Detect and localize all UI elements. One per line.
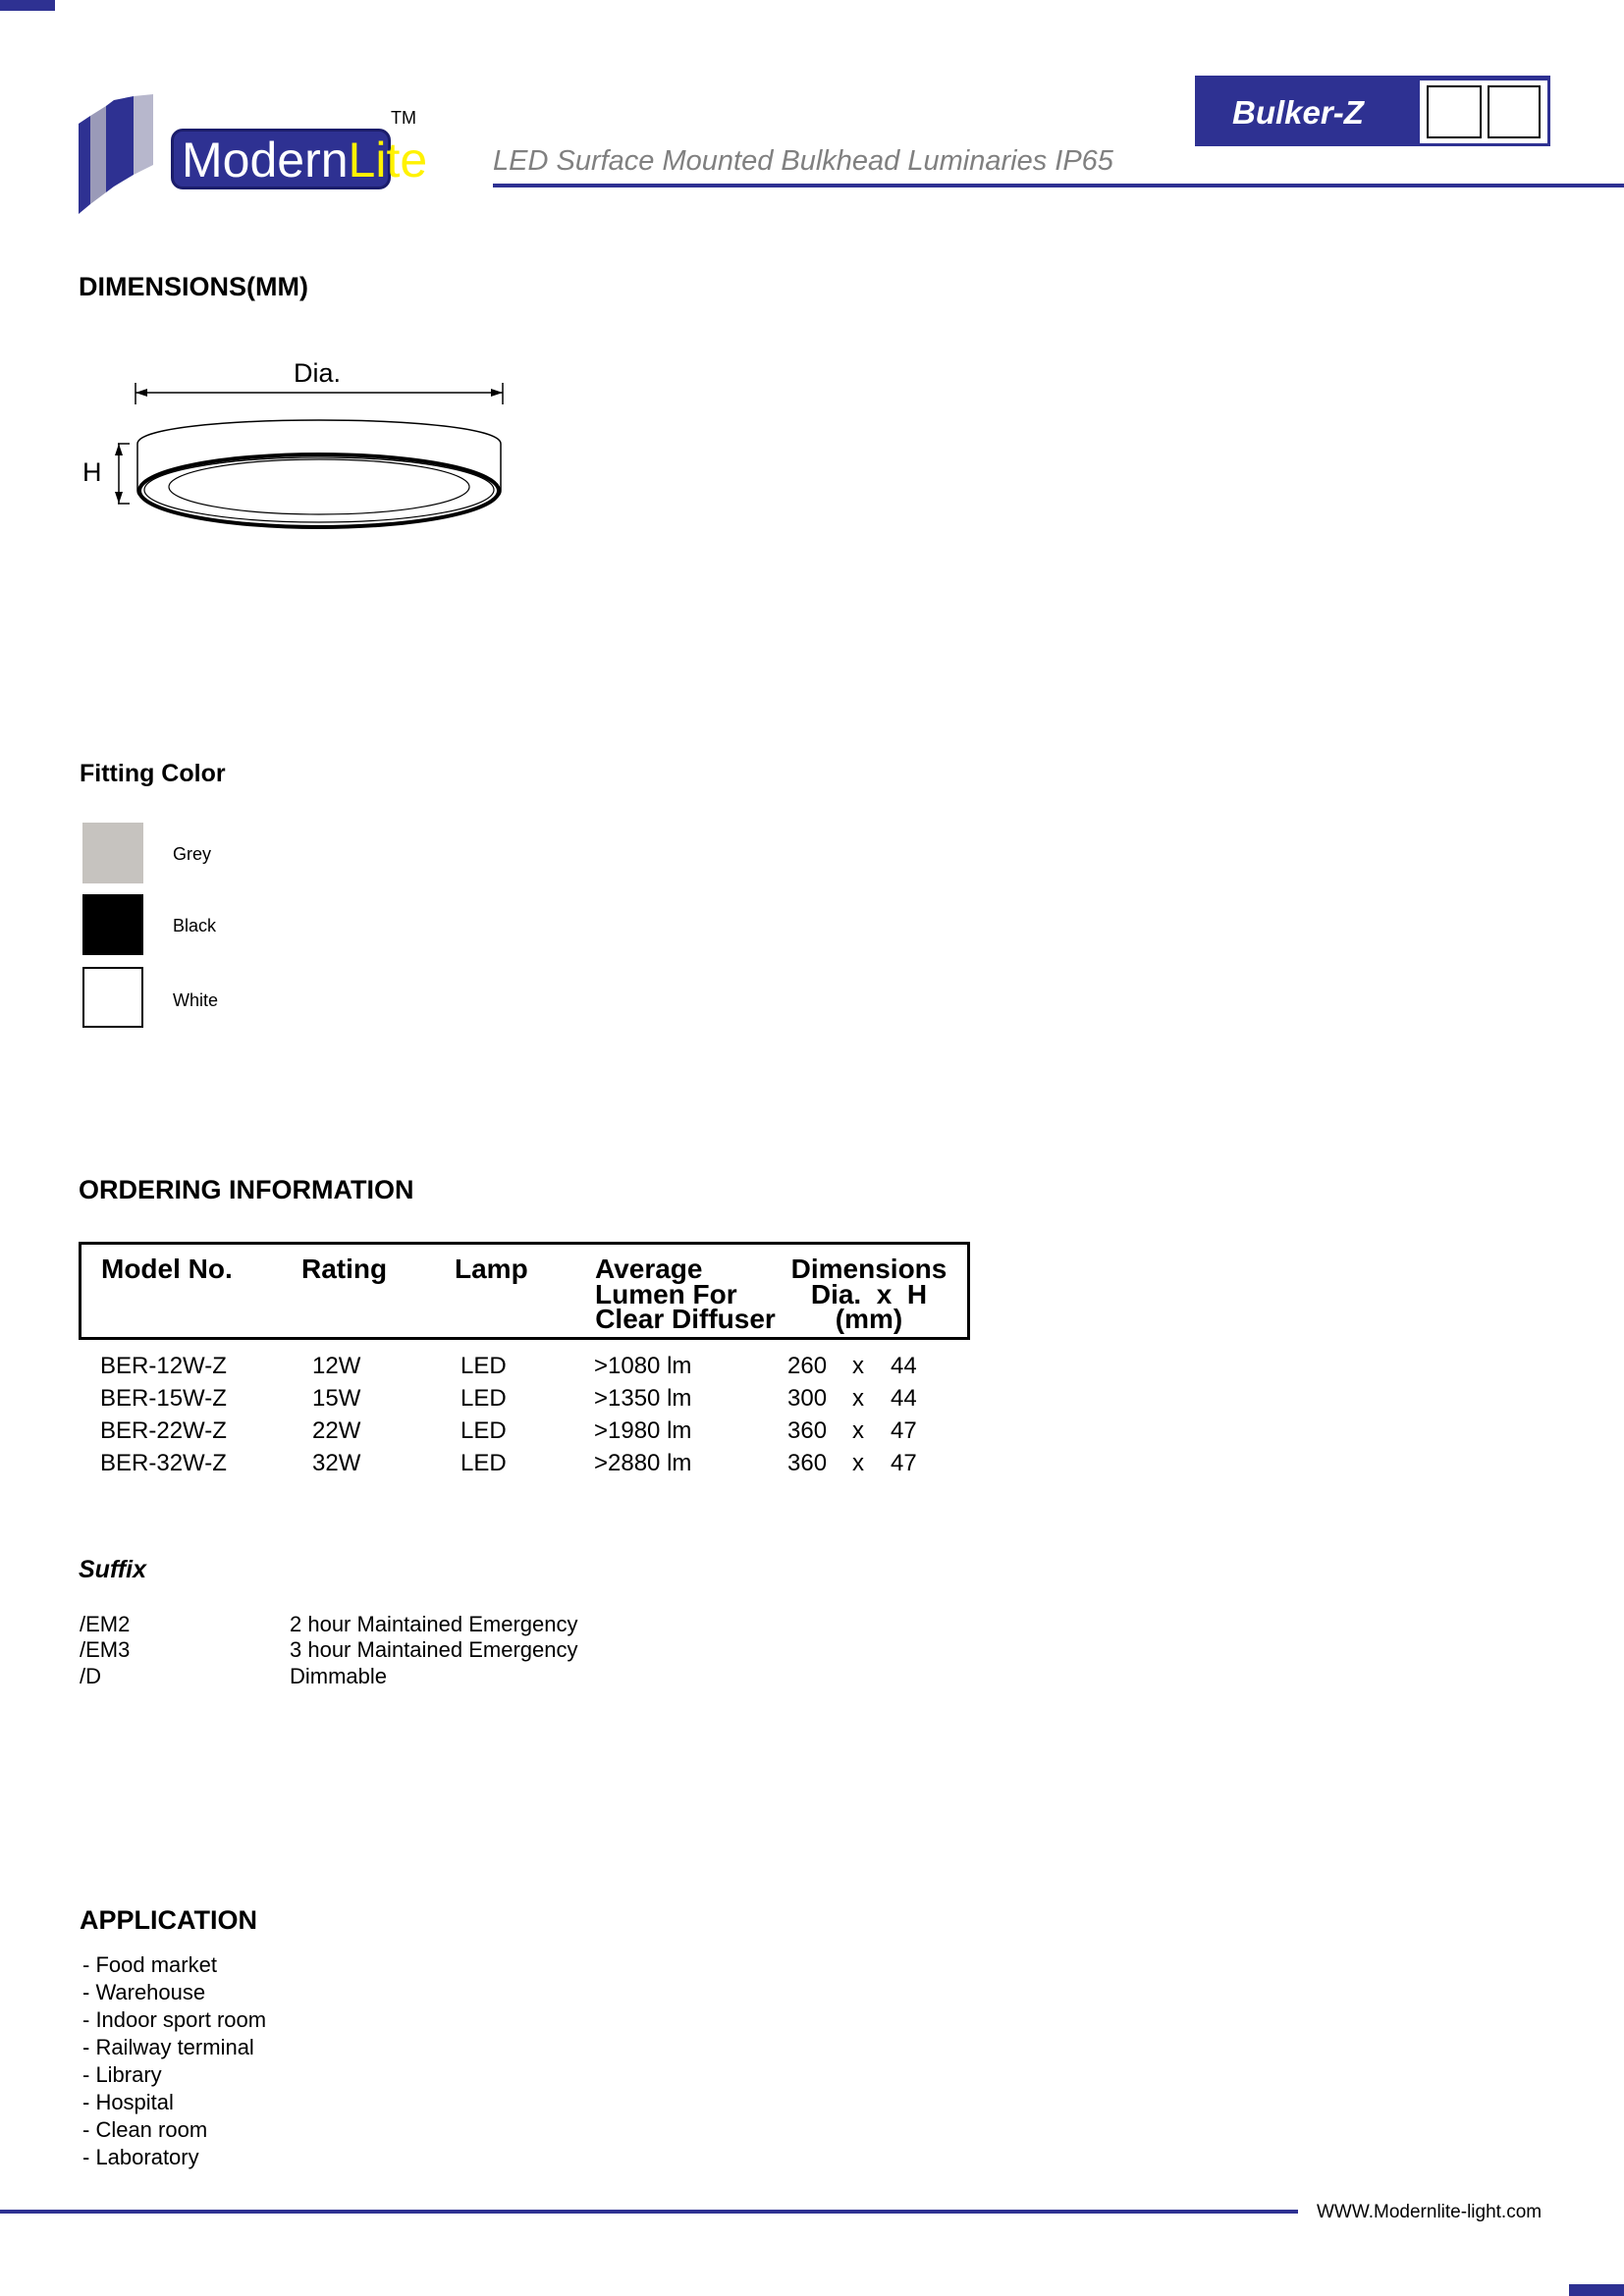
list-item: - Railway terminal	[82, 2035, 254, 2059]
ip-rating-label: IP65	[1494, 101, 1534, 122]
suffix-title: Suffix	[79, 1556, 146, 1583]
swatch-white	[82, 967, 143, 1028]
list-item: - Indoor sport room	[82, 2007, 267, 2032]
swatch-label-white: White	[173, 990, 219, 1010]
voltage-badge	[1427, 85, 1482, 138]
cell-model: BER-32W-Z	[100, 1450, 227, 1476]
header-dimensions-line3: (mm)	[835, 1304, 903, 1334]
cell-height: 44	[891, 1353, 917, 1379]
cell-lumen: >1980 lm	[594, 1417, 692, 1444]
list-item: - Laboratory	[82, 2145, 199, 2169]
header-lumen-line1: Average	[595, 1254, 703, 1284]
cell-height: 44	[891, 1385, 917, 1412]
suffix-desc: 3 hour Maintained Emergency	[290, 1637, 578, 1662]
suffix-code: /D	[80, 1664, 101, 1688]
cell-rating: 22W	[312, 1417, 361, 1444]
brand-logo	[77, 94, 430, 218]
swatch-label-grey: Grey	[173, 844, 212, 864]
suffix-code: /EM3	[80, 1637, 131, 1662]
list-item: - Warehouse	[82, 1980, 206, 2004]
ip-rating-badge	[1488, 85, 1541, 138]
logo-text-lite: Lite	[348, 133, 428, 187]
ordering-title: ORDERING INFORMATION	[79, 1175, 414, 1204]
list-item: - Library	[82, 2062, 162, 2087]
cell-x: x	[852, 1417, 864, 1444]
application-title: APPLICATION	[80, 1905, 257, 1935]
product-subtitle: LED Surface Mounted Bulkhead Luminaries IP65	[493, 145, 1113, 177]
cell-lumen: >1350 lm	[594, 1385, 692, 1412]
header-lamp: Lamp	[455, 1254, 528, 1284]
cell-lamp: LED	[460, 1450, 507, 1476]
dimensions-title: DIMENSIONS(MM)	[79, 272, 308, 301]
logo-emblem-icon	[77, 94, 155, 218]
swatch-label-black: Black	[173, 916, 217, 935]
list-item: - Food market	[82, 1952, 217, 1977]
product-name-badge	[1195, 76, 1550, 146]
cell-rating: 32W	[312, 1450, 361, 1476]
cell-x: x	[852, 1450, 864, 1476]
dia-label: Dia.	[294, 358, 342, 388]
cell-x: x	[852, 1353, 864, 1379]
cell-x: x	[852, 1385, 864, 1412]
table-row	[0, 1450, 982, 1479]
height-label: H	[82, 457, 102, 487]
cell-lumen: >1080 lm	[594, 1353, 692, 1379]
suffix-desc: 2 hour Maintained Emergency	[290, 1612, 578, 1636]
cell-height: 47	[891, 1417, 917, 1444]
cell-lamp: LED	[460, 1353, 507, 1379]
header-rule	[493, 184, 1624, 187]
footer-rule	[0, 2210, 1298, 2214]
cell-height: 47	[891, 1450, 917, 1476]
list-item: - Clean room	[82, 2117, 208, 2142]
cell-rating: 15W	[312, 1385, 361, 1412]
table-row	[0, 1417, 982, 1447]
cell-rating: 12W	[312, 1353, 361, 1379]
header-rating: Rating	[301, 1254, 388, 1284]
top-left-corner-mark	[0, 0, 55, 11]
logo-text-modern: Modern	[182, 133, 349, 187]
cell-dia: 260	[787, 1353, 828, 1379]
ordering-table-header	[79, 1242, 970, 1340]
cell-model: BER-15W-Z	[100, 1385, 227, 1412]
product-name: Bulker-Z	[1232, 94, 1364, 131]
logo-wordmark	[171, 129, 428, 189]
header-lumen-line2: Lumen For	[595, 1279, 737, 1309]
cell-dia: 360	[787, 1450, 828, 1476]
header-dimensions-line2: Dia. x H	[810, 1279, 928, 1309]
cell-dia: 360	[787, 1417, 828, 1444]
swatch-black	[82, 894, 143, 955]
suffix-code: /EM2	[80, 1612, 131, 1636]
cell-lamp: LED	[460, 1417, 507, 1444]
swatch-grey	[82, 823, 143, 883]
cell-model: BER-22W-Z	[100, 1417, 227, 1444]
header-dimensions-line1: Dimensions	[790, 1254, 947, 1284]
fitting-color-title: Fitting Color	[80, 760, 226, 787]
list-item: - Hospital	[82, 2090, 174, 2114]
table-row	[0, 1385, 982, 1415]
cell-dia: 300	[787, 1385, 828, 1412]
cell-model: BER-12W-Z	[100, 1353, 227, 1379]
footer-website-link[interactable]: WWW.Modernlite-light.com	[1317, 2202, 1543, 2222]
cell-lumen: >2880 lm	[594, 1450, 692, 1476]
table-row	[0, 1353, 982, 1382]
trademark-symbol: TM	[391, 108, 416, 128]
suffix-desc: Dimmable	[290, 1664, 388, 1688]
bottom-right-corner-mark	[1569, 2284, 1624, 2296]
cell-lamp: LED	[460, 1385, 507, 1412]
frequency-label: 50Hz	[1432, 111, 1477, 132]
voltage-label: 230V	[1432, 91, 1477, 112]
header-lumen-line3: Clear Diffuser	[595, 1304, 776, 1334]
header-model: Model No.	[101, 1254, 233, 1284]
